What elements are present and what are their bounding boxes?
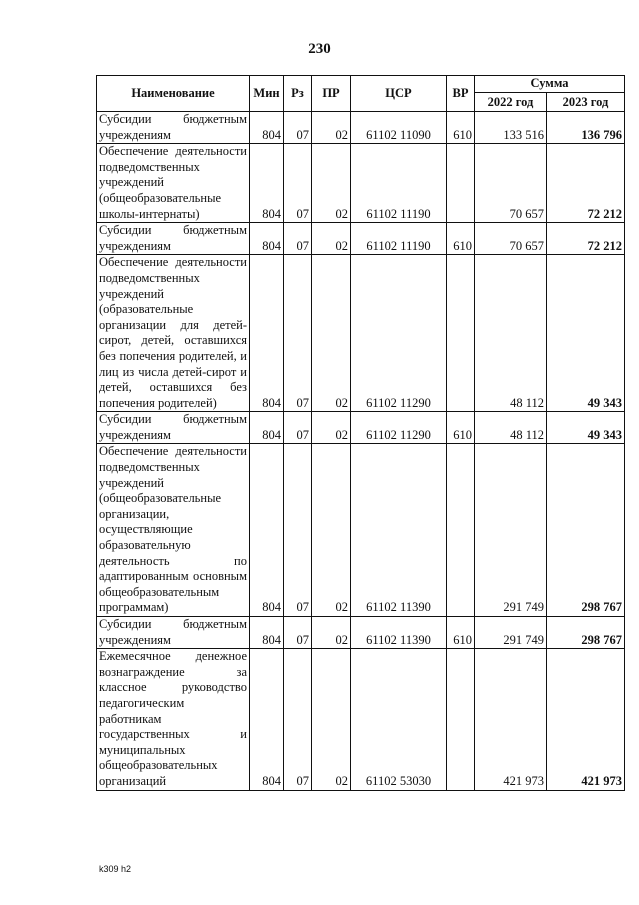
cell-2022: 48 112 xyxy=(475,412,547,444)
table-row xyxy=(97,649,625,790)
cell-2022: 291 749 xyxy=(475,444,547,617)
cell-min: 804 xyxy=(250,412,284,444)
table-row xyxy=(97,444,625,617)
table-row xyxy=(97,617,625,649)
cell-min: 804 xyxy=(250,444,284,617)
cell-rz: 07 xyxy=(284,412,312,444)
cell-2022: 291 749 xyxy=(475,617,547,649)
cell-vr: 610 xyxy=(447,412,475,444)
cell-pr: 02 xyxy=(312,649,351,790)
cell-rz: 07 xyxy=(284,112,312,144)
cell-csr: 61102 11290 xyxy=(351,255,447,412)
cell-name: Обеспечение деятельности подведомственных учреждений (общеобразовательные школы-интернаты) xyxy=(97,144,250,223)
cell-name: Субсидии бюджетным учреждениям xyxy=(97,412,250,444)
cell-min: 804 xyxy=(250,255,284,412)
cell-2023: 49 343 xyxy=(547,412,625,444)
cell-min: 804 xyxy=(250,223,284,255)
cell-name: Субсидии бюджетным учреждениям xyxy=(97,112,250,144)
table-row xyxy=(97,255,625,412)
table-row xyxy=(97,412,625,444)
cell-pr: 02 xyxy=(312,223,351,255)
cell-vr: 610 xyxy=(447,223,475,255)
table-row xyxy=(97,223,625,255)
cell-vr xyxy=(447,255,475,412)
header-sum: Сумма xyxy=(475,76,625,93)
cell-2022: 421 973 xyxy=(475,649,547,790)
cell-vr: 610 xyxy=(447,617,475,649)
cell-csr: 61102 11290 xyxy=(351,412,447,444)
header-name: Наименование xyxy=(97,76,250,112)
cell-2023: 72 212 xyxy=(547,223,625,255)
cell-2022: 70 657 xyxy=(475,223,547,255)
cell-rz: 07 xyxy=(284,617,312,649)
header-year-2022: 2022 год xyxy=(475,93,547,112)
cell-rz: 07 xyxy=(284,649,312,790)
header-rz: Рз xyxy=(284,76,312,112)
header-year-2023: 2023 год xyxy=(547,93,625,112)
cell-csr: 61102 53030 xyxy=(351,649,447,790)
cell-rz: 07 xyxy=(284,223,312,255)
budget-table xyxy=(96,75,625,791)
cell-2022: 70 657 xyxy=(475,144,547,223)
cell-rz: 07 xyxy=(284,255,312,412)
table-body xyxy=(97,112,625,791)
cell-name: Субсидии бюджетным учреждениям xyxy=(97,617,250,649)
cell-pr: 02 xyxy=(312,412,351,444)
cell-2023: 298 767 xyxy=(547,444,625,617)
cell-2023: 136 796 xyxy=(547,112,625,144)
cell-min: 804 xyxy=(250,112,284,144)
footer-code: k309 h2 xyxy=(99,864,132,874)
cell-name: Обеспечение деятельности подведомственных учреждений (образовательные организации для детей-сирот, детей, оставшихся без попечения родителей, и лиц из числа детей-сирот и детей, оставшихся без попечения родителей) xyxy=(97,255,250,412)
cell-2023: 72 212 xyxy=(547,144,625,223)
cell-vr xyxy=(447,444,475,617)
cell-min: 804 xyxy=(250,144,284,223)
cell-min: 804 xyxy=(250,649,284,790)
table-row xyxy=(97,144,625,223)
cell-pr: 02 xyxy=(312,144,351,223)
table-row xyxy=(97,112,625,144)
cell-name: Ежемесячное денежное вознаграждение за классное руководство педагогическим работникам государственных и муниципальных общеобразовательных организаций xyxy=(97,649,250,790)
cell-2022: 133 516 xyxy=(475,112,547,144)
header-vr: ВР xyxy=(447,76,475,112)
cell-csr: 61102 11190 xyxy=(351,223,447,255)
cell-pr: 02 xyxy=(312,617,351,649)
header-pr: ПР xyxy=(312,76,351,112)
header-csr: ЦСР xyxy=(351,76,447,112)
cell-rz: 07 xyxy=(284,144,312,223)
cell-pr: 02 xyxy=(312,444,351,617)
cell-name: Субсидии бюджетным учреждениям xyxy=(97,223,250,255)
cell-csr: 61102 11390 xyxy=(351,444,447,617)
cell-min: 804 xyxy=(250,617,284,649)
page-number: 230 xyxy=(308,41,331,57)
cell-csr: 61102 11090 xyxy=(351,112,447,144)
cell-2023: 298 767 xyxy=(547,617,625,649)
cell-csr: 61102 11190 xyxy=(351,144,447,223)
header-min: Мин xyxy=(250,76,284,112)
cell-vr xyxy=(447,144,475,223)
cell-csr: 61102 11390 xyxy=(351,617,447,649)
cell-vr: 610 xyxy=(447,112,475,144)
cell-2023: 49 343 xyxy=(547,255,625,412)
cell-pr: 02 xyxy=(312,112,351,144)
cell-name: Обеспечение деятельности подведомственных учреждений (общеобразовательные организации, осуществляющие образовательную деятельность по адаптированным основным общеобразовательным программам) xyxy=(97,444,250,617)
cell-2022: 48 112 xyxy=(475,255,547,412)
cell-vr xyxy=(447,649,475,790)
cell-2023: 421 973 xyxy=(547,649,625,790)
cell-rz: 07 xyxy=(284,444,312,617)
header-row xyxy=(97,76,625,93)
cell-pr: 02 xyxy=(312,255,351,412)
